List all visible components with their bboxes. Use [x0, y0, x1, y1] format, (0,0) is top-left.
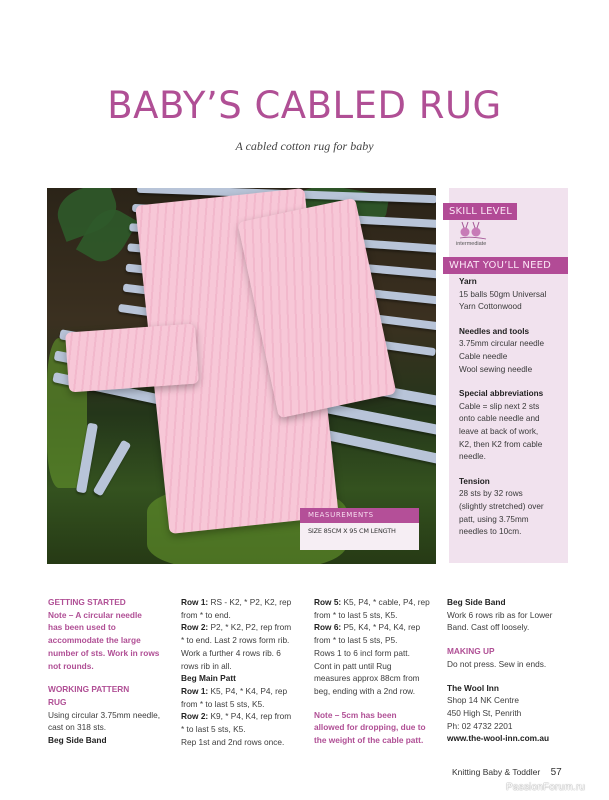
row-instruction: Row 1: K5, P4, * K4, P4, rep [181, 685, 288, 696]
tension-line: needles to 10cm. [459, 527, 522, 537]
yarn-line: Yarn Cottonwood [459, 302, 522, 312]
instruction-line: from * to end. [181, 609, 231, 620]
instruction-line: Do not press. Sew in ends. [447, 658, 547, 669]
beg-side-band-heading: Beg Side Band [48, 735, 107, 746]
stockist-name: The Wool Inn [447, 682, 499, 693]
needles-line: 3.75mm circular needle [459, 339, 545, 349]
stockist-address: Shop 14 NK Centre [447, 695, 519, 706]
stockist-website-link[interactable]: www.the-wool-inn.com.au [447, 733, 550, 744]
row-instruction: Row 2: K9, * P4, K4, rep from [181, 711, 292, 722]
needles-heading: Needles and tools [459, 326, 530, 336]
note-line: accommodate the large [48, 635, 141, 646]
instructions-column-2 [181, 596, 311, 748]
tension-line: (slightly stretched) over [459, 501, 544, 511]
note-line: Note – 5cm has been [314, 709, 397, 720]
instructions-column-3 [314, 596, 446, 747]
skill-level-label: intermediate [456, 241, 487, 247]
instruction-line: Using circular 3.75mm needle, [48, 709, 161, 720]
tension-heading: Tension [459, 476, 490, 486]
note-line: Note – A circular needle [48, 609, 142, 620]
note-line: has been used to [48, 622, 116, 633]
stockist-phone: Ph: 02 4732 2201 [447, 720, 513, 731]
instruction-line: Band. Cast off loosely. [447, 622, 530, 633]
yarn-heading: Yarn [459, 277, 477, 286]
abbreviation-line: K2, then K2 from cable [459, 439, 543, 449]
working-pattern-heading: WORKING PATTERN [48, 684, 130, 695]
instruction-line: Work 6 rows rib as for Lower [447, 609, 553, 620]
making-up-heading: MAKING UP [447, 646, 495, 657]
tension-line: 28 sts by 32 rows [459, 489, 523, 499]
abbreviation-line: needle. [459, 452, 486, 462]
magazine-name: Knitting Baby & Toddler [452, 767, 541, 777]
needles-line: Cable needle [459, 351, 508, 361]
skill-level-heading: SKILL LEVEL [443, 203, 517, 220]
instruction-line: from * to last 5 sts, K5. [314, 609, 398, 620]
note-line: number of sts. Work in rows [48, 647, 160, 658]
what-you-need-heading: WHAT YOU’LL NEED [443, 257, 568, 274]
materials-list [459, 276, 567, 539]
tension-line: patt, using 3.75mm [459, 514, 529, 524]
page-title: BABY’S CABLED RUG [107, 84, 502, 127]
abbreviation-line: onto cable needle and [459, 414, 540, 424]
instruction-line: beg, ending with a 2nd row. [314, 685, 416, 696]
instruction-line: cast on 318 sts. [48, 722, 107, 733]
instruction-line: Cont in patt until Rug [314, 660, 392, 671]
stockist-address: 450 High St, Penrith [447, 707, 522, 718]
note-line: allowed for dropping, due to [314, 722, 426, 733]
instruction-line: * to last 5 sts, K5. [181, 724, 246, 735]
yarn-line: 15 balls 50gm Universal [459, 289, 547, 299]
requirements-panel [449, 188, 568, 563]
rug-photo [47, 188, 436, 564]
rug-heading: RUG [48, 696, 67, 707]
row-instruction: Row 5: K5, P4, * cable, P4, rep [314, 597, 430, 607]
abbreviation-line: Cable = slip next 2 sts [459, 401, 540, 411]
instruction-line: from * to last 5 sts, P5. [314, 635, 398, 646]
abbreviation-line: leave at back of work, [459, 426, 539, 436]
note-line: the weight of the cable patt. [314, 735, 424, 746]
instruction-line: * to end. Last 2 rows form rib. [181, 635, 290, 646]
instruction-line: measures approx 88cm from [314, 673, 420, 684]
getting-started-heading: GETTING STARTED [48, 597, 126, 607]
row-instruction: Row 6: P5, K4, * P4, K4, rep [314, 622, 421, 633]
watermark: PassionForum.ru [506, 782, 586, 793]
note-line: not rounds. [48, 660, 94, 671]
row-instruction: Row 1: RS - K2, * P2, K2, rep [181, 597, 292, 607]
measurements-box [300, 508, 419, 550]
instructions-column-4 [447, 596, 587, 745]
beg-side-band-heading: Beg Side Band [447, 597, 506, 607]
measurements-heading: MEASUREMENTS [300, 508, 419, 523]
instruction-line: rows rib in all. [181, 660, 232, 671]
row-instruction: Row 2: P2, * K2, P2, rep from [181, 622, 292, 633]
instructions-column-1 [48, 596, 180, 747]
measurements-value: SIZE 85CM X 95 CM LENGTH [308, 527, 396, 535]
instruction-line: Work a further 4 rows rib. 6 [181, 647, 281, 658]
needles-line: Wool sewing needle [459, 364, 533, 374]
page-footer [452, 767, 562, 778]
yarn-balls-icon [458, 220, 488, 242]
instruction-line: from * to last 5 sts, K5. [181, 698, 265, 709]
page-number: 57 [550, 767, 562, 778]
beg-main-patt-heading: Beg Main Patt [181, 673, 236, 684]
instruction-line: Rep 1st and 2nd rows once. [181, 736, 285, 747]
instruction-line: Rows 1 to 6 incl form patt. [314, 647, 410, 658]
page-subtitle: A cabled cotton rug for baby [235, 139, 374, 153]
abbreviations-heading: Special abbreviations [459, 389, 544, 399]
